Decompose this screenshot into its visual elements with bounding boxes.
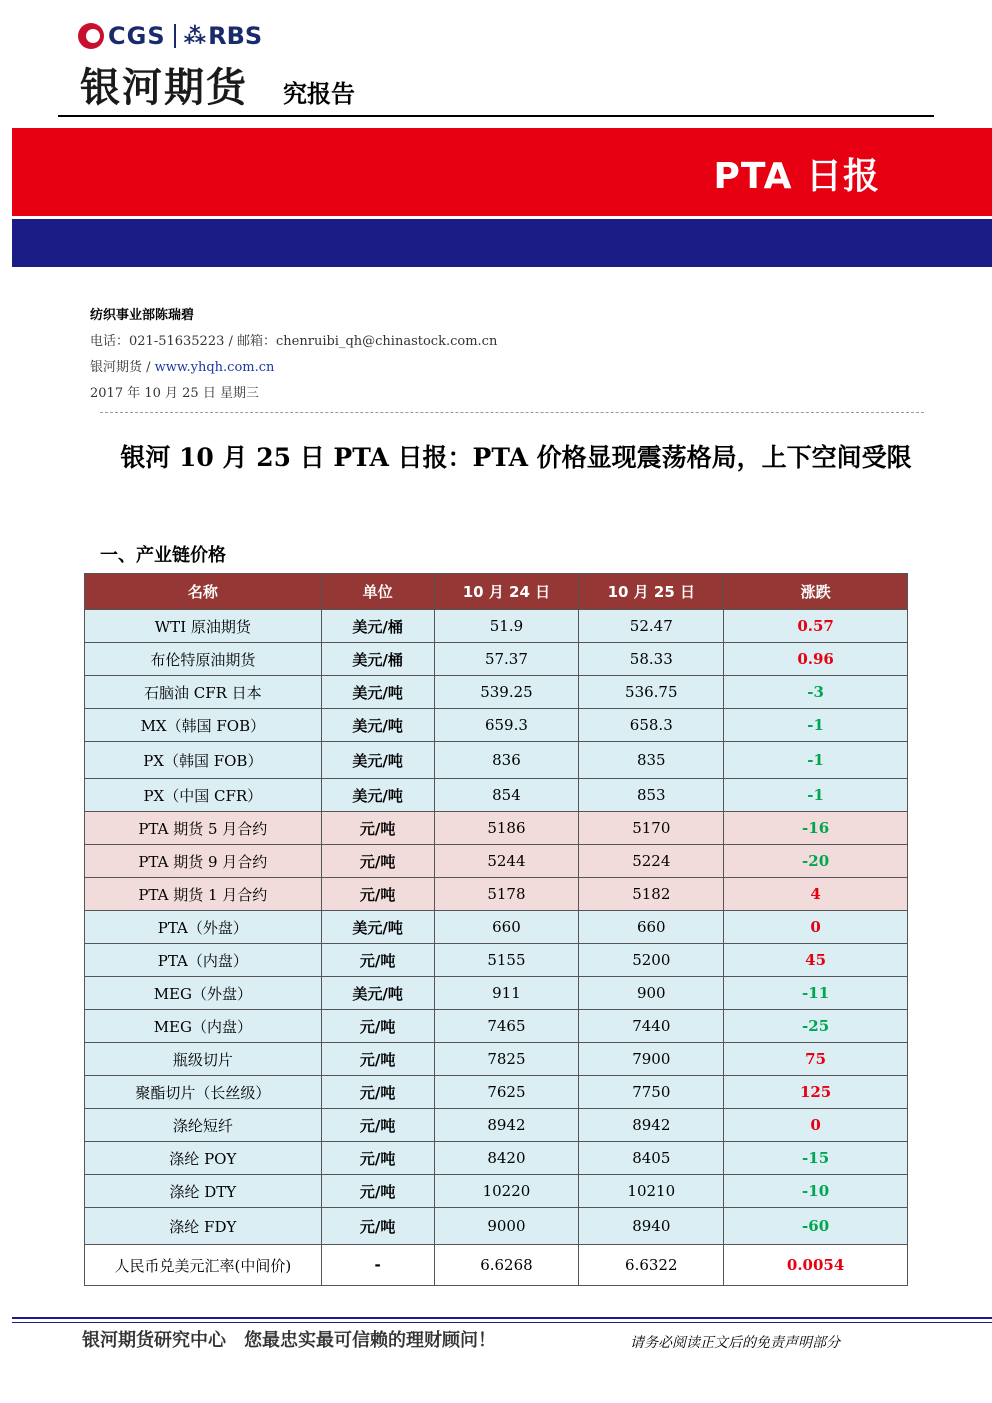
cell-unit: 美元/吨 — [321, 977, 434, 1010]
cell-change: 4 — [724, 878, 908, 911]
cell-name: 涤纶 FDY — [85, 1208, 322, 1245]
cell-name: 聚酯切片（长丝级） — [85, 1076, 322, 1109]
table-row — [85, 709, 908, 742]
cell-value-24: 5186 — [434, 812, 579, 845]
footer-slogan: 银河期货研究中心 您最忠实最可信赖的理财顾问！ — [82, 1330, 496, 1351]
cell-name: 布伦特原油期货 — [85, 643, 322, 676]
cell-unit: 元/吨 — [321, 1076, 434, 1109]
cell-value-25: 536.75 — [579, 676, 724, 709]
table-row — [85, 1076, 908, 1109]
table-row — [85, 1208, 908, 1245]
cell-change: -1 — [724, 742, 908, 779]
cell-unit: 元/吨 — [321, 1175, 434, 1208]
table-row — [85, 812, 908, 845]
cell-value-25: 853 — [579, 779, 724, 812]
cell-change: -25 — [724, 1010, 908, 1043]
cell-value-24: 7465 — [434, 1010, 579, 1043]
cell-name: PX（韩国 FOB） — [85, 742, 322, 779]
cell-value-24: 5155 — [434, 944, 579, 977]
cell-value-25: 835 — [579, 742, 724, 779]
header-date-25: 10 月 25 日 — [579, 574, 724, 610]
table-row — [85, 1010, 908, 1043]
cell-name: MEG（内盘） — [85, 1010, 322, 1043]
header-date-24: 10 月 24 日 — [434, 574, 579, 610]
table-header-row — [85, 574, 908, 610]
table-row — [85, 1245, 908, 1286]
cell-name: 涤纶 POY — [85, 1142, 322, 1175]
cell-value-24: 5244 — [434, 845, 579, 878]
cell-unit: 元/吨 — [321, 1043, 434, 1076]
price-table — [84, 573, 908, 1286]
cell-value-25: 6.6322 — [579, 1245, 724, 1286]
cell-value-24: 836 — [434, 742, 579, 779]
cell-change: 75 — [724, 1043, 908, 1076]
cell-name: PTA 期货 9 月合约 — [85, 845, 322, 878]
cell-value-25: 7750 — [579, 1076, 724, 1109]
cell-value-25: 8942 — [579, 1109, 724, 1142]
cell-value-25: 8940 — [579, 1208, 724, 1245]
report-date: 2017 年 10 月 25 日 星期三 — [90, 386, 259, 401]
cell-value-24: 539.25 — [434, 676, 579, 709]
author-website — [90, 356, 274, 375]
cell-change: -20 — [724, 845, 908, 878]
table-row — [85, 676, 908, 709]
banner-title: PTA 日报 — [713, 156, 880, 197]
cell-name: 涤纶 DTY — [85, 1175, 322, 1208]
cell-value-24: 57.37 — [434, 643, 579, 676]
cell-value-25: 5170 — [579, 812, 724, 845]
cell-unit: 元/吨 — [321, 845, 434, 878]
cell-value-25: 52.47 — [579, 610, 724, 643]
author-dept: 纺织事业部陈瑞碧 — [90, 308, 195, 323]
cell-change: -1 — [724, 709, 908, 742]
header-change: 涨跌 — [724, 574, 908, 610]
cell-name: MX（韩国 FOB） — [85, 709, 322, 742]
cell-value-25: 7440 — [579, 1010, 724, 1043]
table-row — [85, 742, 908, 779]
cell-value-24: 7625 — [434, 1076, 579, 1109]
cell-value-24: 9000 — [434, 1208, 579, 1245]
table-row — [85, 1109, 908, 1142]
cell-name: 瓶级切片 — [85, 1043, 322, 1076]
cell-change: -60 — [724, 1208, 908, 1245]
banner-blue — [12, 219, 992, 267]
table-row — [85, 1043, 908, 1076]
cell-value-24: 6.6268 — [434, 1245, 579, 1286]
table-row — [85, 977, 908, 1010]
cell-name: MEG（外盘） — [85, 977, 322, 1010]
cell-change: -10 — [724, 1175, 908, 1208]
cell-value-25: 10210 — [579, 1175, 724, 1208]
report-type: 究报告 — [283, 80, 355, 108]
table-row — [85, 610, 908, 643]
cell-value-24: 8942 — [434, 1109, 579, 1142]
cell-unit: 美元/吨 — [321, 709, 434, 742]
cell-value-25: 658.3 — [579, 709, 724, 742]
header-name: 名称 — [85, 574, 322, 610]
cell-name: PTA 期货 1 月合约 — [85, 878, 322, 911]
author-contact: 电话：021-51635223 / 邮箱：chenruibi_qh@chinastock.com.cn — [90, 334, 498, 349]
cell-unit: - — [321, 1245, 434, 1286]
cell-name: 涤纶短纤 — [85, 1109, 322, 1142]
cell-unit: 元/吨 — [321, 878, 434, 911]
website-link[interactable]: www.yhqh.com.cn — [154, 360, 275, 375]
cell-value-25: 5200 — [579, 944, 724, 977]
logo-cgs-text: CGS — [108, 22, 166, 50]
table-row — [85, 1175, 908, 1208]
section-heading: 一、产业链价格 — [100, 545, 226, 566]
cell-name: PX（中国 CFR） — [85, 779, 322, 812]
table-body — [85, 610, 908, 1286]
cell-unit: 美元/吨 — [321, 676, 434, 709]
cell-unit: 元/吨 — [321, 1142, 434, 1175]
cell-change: 125 — [724, 1076, 908, 1109]
cell-unit: 美元/吨 — [321, 742, 434, 779]
cell-unit: 元/吨 — [321, 1010, 434, 1043]
cell-name: PTA 期货 5 月合约 — [85, 812, 322, 845]
website-prefix: 银河期货 / — [90, 360, 155, 375]
cell-value-25: 7900 — [579, 1043, 724, 1076]
table-row — [85, 845, 908, 878]
header-unit: 单位 — [321, 574, 434, 610]
cell-value-24: 911 — [434, 977, 579, 1010]
cell-change: 45 — [724, 944, 908, 977]
cell-name: 石脑油 CFR 日本 — [85, 676, 322, 709]
table-row — [85, 878, 908, 911]
logo-divider — [174, 24, 176, 48]
cell-unit: 美元/吨 — [321, 911, 434, 944]
cell-value-24: 7825 — [434, 1043, 579, 1076]
cell-value-25: 5224 — [579, 845, 724, 878]
cell-change: 0.96 — [724, 643, 908, 676]
cell-change: -15 — [724, 1142, 908, 1175]
report-title: 银河 10 月 25 日 PTA 日报：PTA 价格显现震荡格局，上下空间受限 — [120, 443, 912, 472]
dashed-divider — [100, 412, 924, 413]
cell-change: 0 — [724, 1109, 908, 1142]
cell-change: -16 — [724, 812, 908, 845]
cell-change: -1 — [724, 779, 908, 812]
table-row — [85, 944, 908, 977]
cell-unit: 元/吨 — [321, 1109, 434, 1142]
cell-value-24: 659.3 — [434, 709, 579, 742]
cell-name: 人民币兑美元汇率(中间价) — [85, 1245, 322, 1286]
footer-divider — [12, 1317, 992, 1319]
cell-unit: 元/吨 — [321, 1208, 434, 1245]
header-divider — [58, 115, 934, 117]
cell-value-24: 8420 — [434, 1142, 579, 1175]
cell-unit: 元/吨 — [321, 812, 434, 845]
cell-value-24: 660 — [434, 911, 579, 944]
cell-name: PTA（内盘） — [85, 944, 322, 977]
cell-change: -11 — [724, 977, 908, 1010]
company-name: 银河期货 — [80, 65, 248, 111]
cell-value-25: 900 — [579, 977, 724, 1010]
logo-rbs-text: RBS — [208, 22, 263, 50]
table-row — [85, 1142, 908, 1175]
cell-unit: 美元/桶 — [321, 610, 434, 643]
table-row — [85, 911, 908, 944]
cell-change: 0.0054 — [724, 1245, 908, 1286]
cell-value-24: 51.9 — [434, 610, 579, 643]
table-row — [85, 779, 908, 812]
table-row — [85, 643, 908, 676]
cell-name: WTI 原油期货 — [85, 610, 322, 643]
cgs-logo-icon — [78, 23, 104, 49]
cell-value-25: 58.33 — [579, 643, 724, 676]
cell-unit: 元/吨 — [321, 944, 434, 977]
cell-change: -3 — [724, 676, 908, 709]
footer-divider-thin — [12, 1322, 992, 1323]
cell-value-25: 660 — [579, 911, 724, 944]
cell-name: PTA（外盘） — [85, 911, 322, 944]
footer-disclaimer: 请务必阅读正文后的免责声明部分 — [630, 1335, 840, 1351]
cell-change: 0 — [724, 911, 908, 944]
cell-change: 0.57 — [724, 610, 908, 643]
cell-value-25: 5182 — [579, 878, 724, 911]
cell-unit: 美元/桶 — [321, 643, 434, 676]
cell-value-25: 8405 — [579, 1142, 724, 1175]
cell-value-24: 5178 — [434, 878, 579, 911]
cell-unit: 美元/吨 — [321, 779, 434, 812]
rbs-logo-icon: ⁂ — [183, 23, 207, 49]
cell-value-24: 854 — [434, 779, 579, 812]
logo — [78, 20, 262, 52]
cell-value-24: 10220 — [434, 1175, 579, 1208]
